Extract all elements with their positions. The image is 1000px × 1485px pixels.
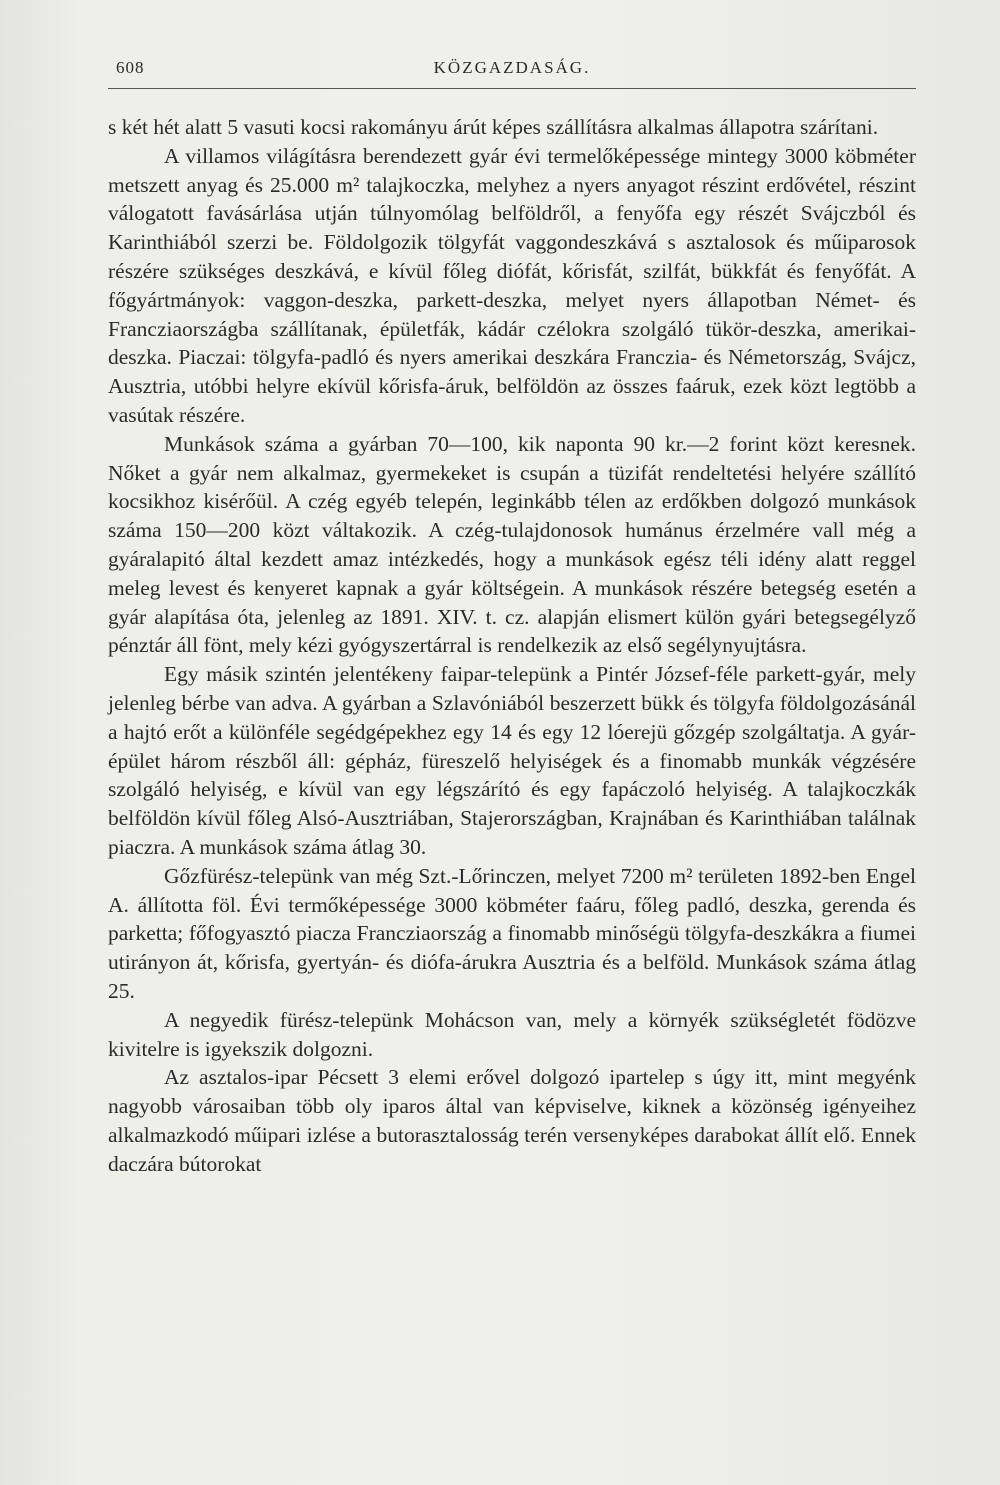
paragraph-5: Gőzfürész-telepünk van még Szt.-Lőrinczen, melyet 7200 m² területen 1892-ben Engel A. állította föl. Évi termőképessége 3000 köbméter faáru, főleg padló, deszka, gerenda és parketta; főfogyasztó piacza Francziaország a finomabb minőségü tölgyfa-deszkákra a fiumei utirányon át, kőrisfa, gyertyán- és diófa-árukra Ausztria és a belföld. Munkások száma átlag 25. bbox=[108, 863, 916, 1003]
paragraph-3: Munkások száma a gyárban 70—100, kik naponta 90 kr.—2 forint közt keresnek. Nőket a gyár nem alkalmaz, gyermekeket is csupán a tüzifát rendeltetési helyére szállító kocsikhoz kisérőül. A czég egyéb telepén, leginkább télen az erdőkben dolgozó munkások száma 150—200 közt váltakozik. A czég-tulajdonosok humánus érzelmére vall még a gyáralapitó által kezdett amaz intézkedés, hogy a munkások egész téli idény alatt reggel meleg levest és kenyeret kapnak a gyár költségein. A munkások részére betegség esetén a gyár alapítása óta, jelenleg az 1891. XIV. t. cz. alapján elismert külön gyári betegsegélyző pénztár áll fönt, mely kézi gyógyszertárral is rendelkezik az első segélynyujtásra. bbox=[108, 431, 916, 658]
running-title: KÖZGAZDASÁG. bbox=[433, 58, 591, 77]
paragraph-7: Az asztalos-ipar Pécsett 3 elemi erővel dolgozó ipartelep s úgy itt, mint megyénk nagyobb városaiban több oly iparos által van képviselve, kiknek a közönség igényeihez alkalmazkodó műipari izlése a butorasztalosság terén versenyképes darabokat állít elő. Ennek daczára bútorokat bbox=[108, 1065, 916, 1176]
paragraph-2: A villamos világításra berendezett gyár évi termelőképessége mintegy 3000 köbméter metszett anyag és 25.000 m² talajkoczka, melyhez a nyers anyagot részint erdővétel, részint válogatott favásárlása utján túlnyomólag belföldről, a fenyőfa egy részét Svájczból és Karinthiából szerzi be. Földolgozik tölgyfát vaggondeszkává s asztalosok és műiparosok részére szükséges deszkává, e kívül főleg diófát, kőrisfát, szilfát, bükkfát és fenyőfát. A főgyártmányok: vaggon-deszka, parkett-deszka, melyet nyers állapotban Német- és Francziaországba szállítanak, épületfák, kádár czélokra szolgáló tükör-deszka, amerikai-deszka. Piaczai: tölgyfa-padló és nyers amerikai deszkára Franczia- és Németország, Svájcz, Ausztria, utóbbi helyre ekívül kőrisfa-áruk, belföldön az összes faáruk, ezek közt legtöbb a vasútak részére. bbox=[108, 143, 916, 427]
body-text bbox=[108, 113, 916, 1178]
paragraph-4: Egy másik szintén jelentékeny faipar-telepünk a Pintér József-féle parkett-gyár, mely jelenleg bérbe van adva. A gyárban a Szlavóniából beszerzett bükk és tölgyfa földolgozásánál a hajtó erőt a különféle segédgépekhez egy 14 és egy 12 lóerejü gőzgép szolgáltatja. A gyár-épület három részből áll: gépház, füreszelő helyiségek és a finomabb munkák végzésére szolgáló helyiség, e kívül van egy légszárító és egy fapáczoló helyiség. A talajkoczkák belföldön kívül főleg Alsó-Ausztriában, Stajerországban, Krajnában és Karinthiában találnak piaczra. A munkások száma átlag 30. bbox=[108, 662, 916, 859]
paragraph-6: A negyedik fürész-telepünk Mohácson van, mely a környék szükségletét födözve kivitelre is igyekszik dolgozni. bbox=[108, 1007, 916, 1061]
paragraph-1: s két hét alatt 5 vasuti kocsi rakományu árút képes szállításra alkalmas állapotra szárítani. bbox=[108, 115, 879, 139]
header-rule bbox=[108, 88, 916, 89]
page-header bbox=[108, 58, 916, 88]
page-number: 608 bbox=[116, 58, 145, 77]
